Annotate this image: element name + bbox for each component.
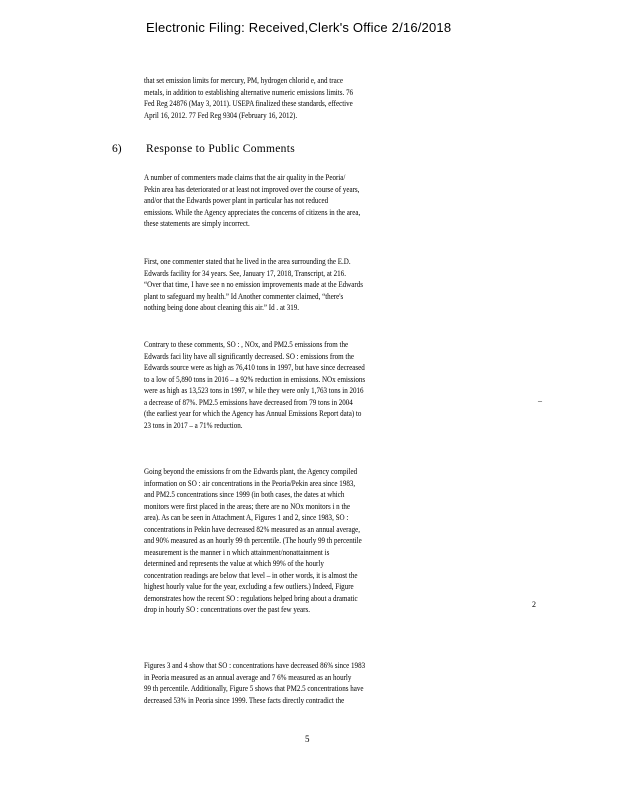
text-line: determined and represents the value at which 99% of the hourly (144, 559, 324, 568)
text-line: and PM2.5 concentrations since 1999 (in both cases, the dates at which (144, 490, 345, 499)
text-line: these statements are simply incorrect. (144, 219, 250, 228)
margin-dash: – (538, 396, 542, 405)
text-line: a decrease of 87%. PM2.5 emissions have decreased from 79 tons in 2004 (144, 397, 353, 407)
margin-number: 2 (532, 600, 536, 609)
text-line: Pekin area has deteriorated or at least not improved over the course of years, (144, 184, 360, 194)
text-line: emissions. While the Agency appreciates the concerns of citizens in the area, (144, 207, 361, 217)
text-line: information on SO : air concentrations in the Peoria/Pekin area since 1983, (144, 478, 356, 488)
intro-paragraph (144, 75, 478, 121)
text-line: Edwards source were as high as 76,410 tons in 1997, but have since decreased (144, 363, 365, 372)
text-line: (the earliest year for which the Agency has Annual Emissions Report data) to (144, 409, 362, 418)
text-line: monitors were first placed in the areas; there are no NOx monitors i n the (144, 501, 351, 511)
text-line: 23 tons in 2017 – a 71% reduction. (144, 420, 243, 430)
text-line: Contrary to these comments, SO : , NOx, and PM2.5 emissions from the (144, 340, 349, 349)
text-line: nothing being done about cleaning this air.” Id . at 319. (144, 303, 300, 312)
text-line: First, one commenter stated that he lived in the area surrounding the E.D. (144, 257, 351, 266)
filing-header: Electronic Filing: Received,Clerk's Office 2/16/2018 (146, 20, 452, 35)
text-line: “Over that time, I have see n no emission improvements made at the Edwards (144, 280, 363, 289)
text-line: in Peoria measured as an annual average and 7 6% measured as an hourly (144, 672, 352, 682)
paragraph-5 (144, 660, 478, 706)
text-line: plant to safeguard my health.” Id Another commenter claimed, “there's (144, 291, 344, 301)
section-number: 6) (112, 143, 122, 155)
text-line: measurement is the manner i n which attainment/nonattainment is (144, 547, 330, 557)
text-line: 99 th percentile. Additionally, Figure 5 shows that PM2.5 concentrations have (144, 684, 364, 693)
text-line: Fed Reg 24876 (May 3, 2011). USEPA finalized these standards, effective (144, 99, 353, 108)
paragraph-2 (144, 256, 478, 314)
text-line: concentration readings are below that level – in other words, it is almost the (144, 570, 358, 580)
text-line: Figures 3 and 4 show that SO : concentrations have decreased 86% since 1983 (144, 661, 366, 670)
text-line: Edwards faci lity have all significantly decreased. SO : emissions from the (144, 351, 354, 361)
text-line: and/or that the Edwards power plant in particular has not reduced (144, 196, 329, 205)
text-line: highest hourly value for the year, excluding a few outliers.) Indeed, Figure (144, 582, 354, 591)
paragraph-4 (144, 466, 478, 616)
text-line: A number of commenters made claims that the air quality in the Peoria/ (144, 173, 346, 182)
text-line: to a low of 5,890 tons in 2016 – a 92% reduction in emissions. NOx emissions (144, 374, 366, 384)
text-line: metals, in addition to establishing alternative numeric emissions limits. 76 (144, 87, 354, 97)
text-line: were as high as 13,523 tons in 1997, w hile they were only 1,763 tons in 2016 (144, 386, 364, 395)
text-line: April 16, 2012. 77 Fed Reg 9304 (February 16, 2012). (144, 110, 298, 120)
page-number: 5 (305, 734, 310, 744)
section-title: Response to Public Comments (146, 143, 295, 155)
text-line: demonstrates how the recent SO : regulations helped bring about a dramatic (144, 593, 358, 603)
paragraph-1 (144, 172, 478, 230)
text-line: decreased 53% in Peoria since 1999. These facts directly contradict the (144, 695, 345, 705)
text-line: Going beyond the emissions fr om the Edwards plant, the Agency compiled (144, 467, 358, 476)
text-line: that set emission limits for mercury, PM, hydrogen chlorid e, and trace (144, 76, 343, 85)
text-line: Edwards facility for 34 years. See, January 17, 2018, Transcript, at 216. (144, 268, 346, 278)
paragraph-3 (144, 339, 478, 431)
text-line: area). As can be seen in Attachment A, Figures 1 and 2, since 1983, SO : (144, 513, 349, 522)
text-line: drop in hourly SO : concentrations over the past few years. (144, 605, 310, 614)
text-line: concentrations in Pekin have decreased 82% measured as an annual average, (144, 524, 360, 534)
text-line: and 90% measured as an hourly 99 th percentile. (The hourly 99 th percentile (144, 536, 362, 545)
